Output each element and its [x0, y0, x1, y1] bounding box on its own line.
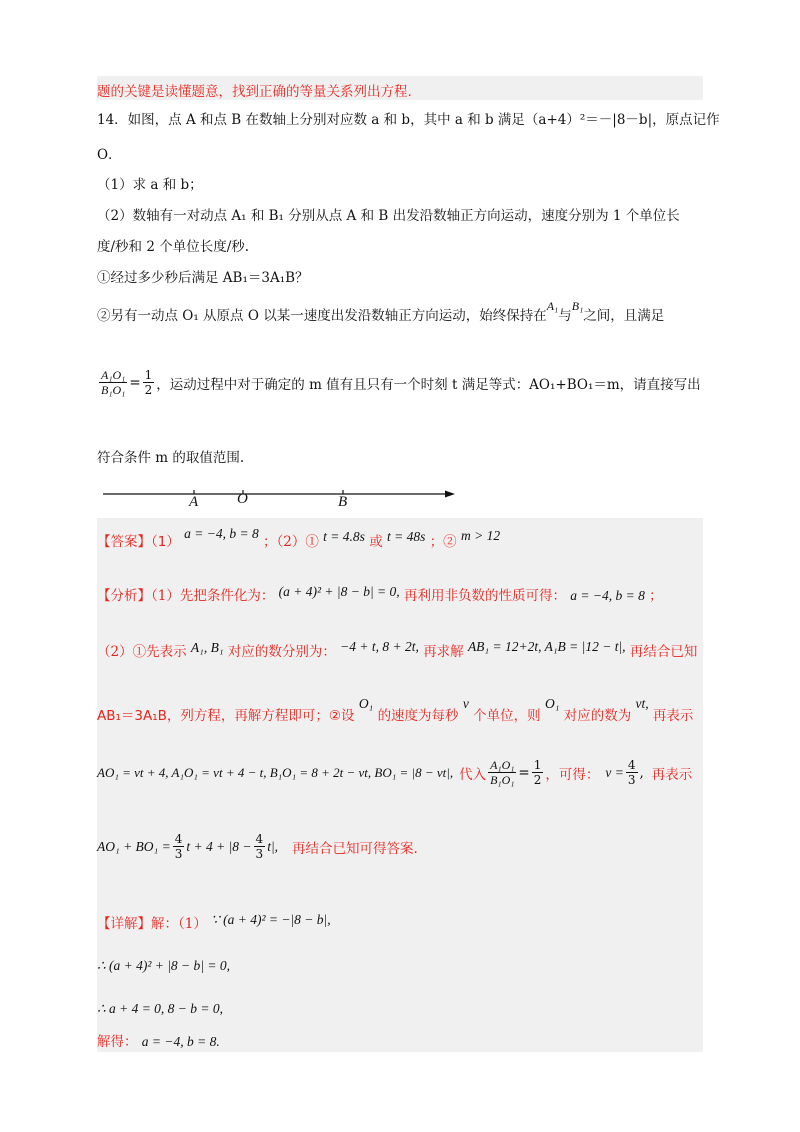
- analysis-l5-frac1: [173, 832, 185, 861]
- analysis-l4-eq2: =: [518, 764, 530, 781]
- q2-text-a: ②另有一动点 O₁ 从原点 O 以某一速度出发沿数轴正方向运动，始终保持在: [97, 308, 547, 324]
- q2-text-line2: ，运动过程中对于确定的 m 值有且只有一个时刻 t 满足等式：AO₁+BO₁＝m，请直接写出: [156, 376, 701, 393]
- problem-part1: （1）求 a 和 b；: [97, 177, 203, 193]
- q2-equals: =: [129, 374, 141, 391]
- analysis-l4-v-den: 3: [627, 773, 636, 787]
- analysis-l3-c: 个单位，则: [473, 708, 541, 724]
- solution-result-line: [97, 1030, 220, 1050]
- analysis-eq: (a + 4)² + |8 − b| = 0,: [278, 584, 400, 599]
- answer-line: [97, 526, 501, 550]
- q2-text-b: 之间，且满足: [583, 308, 665, 324]
- problem-q1: ①经过多少秒后满足 AB₁＝3A₁B？: [97, 270, 309, 286]
- analysis-l3-o1b: O₁: [544, 696, 560, 711]
- q2-ratio-frac: [99, 368, 127, 397]
- analysis-l4-frac-den: B₁O₁: [490, 773, 515, 787]
- q2-and: 与: [558, 308, 572, 324]
- analysis-line3: [97, 696, 694, 724]
- q2-a1: A₁: [546, 299, 559, 313]
- analysis-l5-d1: 3: [174, 847, 183, 861]
- answer-eq1: a = −4, b = 8: [184, 526, 259, 541]
- analysis-l5-tail: t|,: [267, 838, 279, 854]
- answer-sep2: ；②: [429, 534, 457, 550]
- analysis-l4-frac: [488, 758, 516, 787]
- analysis-line1: [97, 584, 663, 604]
- number-line: [103, 490, 455, 504]
- solution-eq3: ∴ a + 4 = 0, 8 − b = 0,: [97, 1001, 224, 1016]
- number-line-svg: [103, 490, 455, 504]
- analysis-tag: 【分析】（1）先把条件化为：: [97, 588, 275, 604]
- analysis-l2-pts: A₁, B₁: [190, 640, 224, 655]
- analysis-line4: [97, 758, 692, 787]
- analysis-l4-frac-num: A₁O₁: [490, 758, 515, 772]
- problem-q2-line1: [97, 299, 665, 324]
- solution-eq2: ∴ (a + 4)² + |8 − b| = 0,: [97, 958, 230, 973]
- analysis-l4-v-frac: [626, 758, 638, 787]
- analysis-l3-v: v: [462, 696, 469, 711]
- analysis-mid: 再利用非负数的性质可得：: [403, 588, 566, 604]
- problem-line1: 14．如图，点 A 和点 B 在数轴上分别对应数 a 和 b，其中 a 和 b 满足（a+4）²＝－|8－b|，原点记作: [97, 112, 720, 128]
- analysis-l2-vals: −4 + t, 8 + 2t,: [340, 639, 419, 654]
- solution-tag: 【详解】解：（1）: [97, 916, 207, 932]
- answer-t2: t = 48s: [387, 529, 426, 544]
- analysis-l5-lhs: AO₁ + BO₁ =: [97, 838, 171, 854]
- analysis-l3-d: 对应的数为: [563, 708, 632, 724]
- analysis-l5-d2: 3: [255, 847, 264, 861]
- q2-half-den: 2: [144, 383, 153, 397]
- answer-or: 或: [369, 534, 383, 550]
- q2-half-frac: [143, 368, 155, 397]
- problem-q2-line3: 符合条件 m 的取值范围.: [97, 450, 245, 466]
- analysis-l3-b: 的速度为每秒: [377, 708, 459, 724]
- analysis-l4-half: [532, 758, 544, 787]
- analysis-l2-a: （2）①先表示: [97, 644, 187, 660]
- analysis-l4-half-den: 2: [533, 773, 542, 787]
- analysis-l5-end: 再结合已知可得答案.: [292, 840, 418, 857]
- analysis-l3-o1: O₁: [358, 696, 374, 711]
- solution-res: a = −4, b = 8.: [141, 1034, 220, 1049]
- q2-ratio-num: A₁O₁: [101, 368, 126, 382]
- analysis-l5-mid: t + 4 + |8 −: [186, 838, 252, 854]
- analysis-l4-comma: ,: [639, 764, 644, 781]
- analysis-end: ；: [649, 588, 663, 604]
- problem-part2-line1: （2）数轴有一对动点 A₁ 和 B₁ 分别从点 A 和 B 出发沿数轴正方向运动，速度分别为 1 个单位长: [97, 208, 680, 224]
- number-line-label-o: O: [237, 491, 248, 507]
- analysis-l3-a: AB₁＝3A₁B，列方程，再解方程即可；②设: [97, 708, 355, 724]
- analysis-l5-n1: 4: [174, 832, 183, 846]
- answer-m: m > 12: [460, 528, 501, 543]
- intro-line: 题的关键是读懂题意，找到正确的等量关系列出方程.: [97, 84, 412, 100]
- analysis-l4-can: ，可得：: [545, 766, 600, 783]
- q2-ratio-den: B₁O₁: [101, 383, 126, 397]
- number-line-label-b: B: [338, 494, 348, 510]
- analysis-l3-vt: vt,: [635, 696, 649, 711]
- analysis-l5-n2: 4: [255, 832, 264, 846]
- analysis-l4-sub: 代入: [459, 766, 487, 783]
- analysis-l2-eq: AB₁ = 12+2t, A₁B = |12 − t|,: [467, 639, 626, 654]
- analysis-l2-c: 再求解: [423, 644, 464, 660]
- analysis-line2: [97, 640, 697, 660]
- analysis-l4-v: v =: [605, 764, 624, 780]
- analysis-l4-eq: AO₁ = vt + 4, A₁O₁ = vt + 4 − t, B₁O₁ = 8 + 2t − vt, BO₁ = |8 − vt|,: [97, 764, 454, 780]
- problem-part2-line2: 度/秒和 2 个单位长度/秒.: [97, 239, 250, 255]
- problem-q2-line2: [97, 368, 701, 397]
- solution-line1: [97, 912, 331, 932]
- analysis-line5: [97, 832, 418, 861]
- analysis-l4-v-num: 4: [627, 758, 636, 772]
- problem-line2: O．: [97, 147, 122, 163]
- number-line-label-a: A: [189, 494, 199, 510]
- analysis-l5-frac2: [254, 832, 266, 861]
- analysis-l3-e: 再表示: [652, 708, 694, 724]
- analysis-l4-half-num: 1: [533, 758, 542, 772]
- answer-tag: 【答案】（1）: [97, 534, 180, 550]
- analysis-res: a = −4, b = 8: [570, 588, 645, 603]
- analysis-l4-end: 再表示: [651, 766, 693, 783]
- solution-res-label: 解得：: [97, 1034, 138, 1050]
- q2-half-num: 1: [144, 368, 153, 382]
- number-line-arrow: [445, 491, 455, 498]
- q2-b1: B₁: [571, 299, 584, 313]
- analysis-l2-d: 再结合已知: [629, 644, 698, 660]
- answer-sep1: ；（2）①: [263, 534, 319, 550]
- answer-t1: t = 4.8s: [323, 529, 365, 544]
- solution-eq1: ∵ (a + 4)² = −|8 − b|,: [211, 912, 331, 927]
- analysis-l2-b: 对应的数分别为：: [227, 644, 336, 660]
